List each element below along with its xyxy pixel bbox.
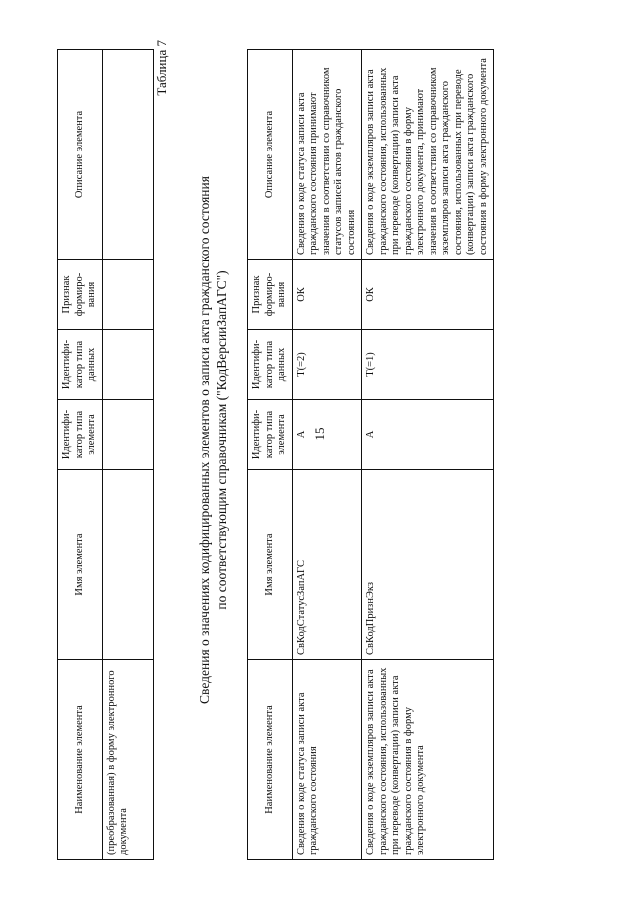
table-cell: ОК	[362, 260, 494, 330]
table-7	[247, 49, 494, 860]
header-cell: Описание элемента	[248, 50, 293, 260]
table-row	[102, 50, 153, 860]
header-cell: Идентифи-катор типа элемента	[58, 400, 103, 470]
header-cell: Идентифи-катор типа данных	[58, 330, 103, 400]
table-cell: Сведения о коде экземпляров записи акта гражданского состояния, использованных при переводе (конвертации) записи акта гражданского состояния в форму электронного документа	[362, 660, 494, 860]
table-cell: А	[362, 400, 494, 470]
table-row	[362, 50, 494, 860]
table-label: Таблица 7	[154, 40, 169, 96]
header-cell: Признак формиро-вания	[248, 260, 293, 330]
header-cell: Признак формиро-вания	[58, 260, 103, 330]
table-cell: ОК	[292, 260, 362, 330]
table-cell: (преобразованная) в форму электронного документа	[102, 660, 153, 860]
table-cell	[102, 260, 153, 330]
table-cell	[102, 400, 153, 470]
header-cell: Имя элемента	[248, 470, 293, 660]
table-header-row	[248, 50, 293, 860]
header-cell: Наименование элемента	[248, 660, 293, 860]
table-cell: А	[292, 400, 362, 470]
table-cell	[102, 50, 153, 260]
table-cell	[102, 470, 153, 660]
table-cell	[102, 330, 153, 400]
table-cell: СвКодПризнЭкз	[362, 470, 494, 660]
table-row	[292, 50, 362, 860]
header-cell: Идентифи-катор типа элемента	[248, 400, 293, 470]
title-line: по соответствующим справочникам ("КодВерсииЗапАГС")	[214, 270, 229, 610]
header-cell: Имя элемента	[58, 470, 103, 660]
header-cell: Описание элемента	[58, 50, 103, 260]
table-cell: Т(=2)	[292, 330, 362, 400]
table-cell: Сведения о коде статуса записи акта гражданского состояния	[292, 660, 362, 860]
table-cell: Сведения о коде экземпляров записи акта гражданского состояния, использованных при переводе (конвертации) записи акта гражданского состояния в форму электронного документа, принимают значения в соответствии со справочником экземпляров записи акта гражданского состояния, использованных при переводе (конвертации) записи акта гражданского состояния в форму электронного документа	[362, 50, 494, 260]
title-line: Сведения о значениях кодифицированных элементов о записи акта гражданского состояния	[197, 176, 212, 704]
page-number: 15	[312, 427, 327, 441]
continued-table	[57, 49, 154, 860]
table-cell: Т(=1)	[362, 330, 494, 400]
table-cell: Сведения о коде статуса записи акта гражданского состояния принимают значения в соответствии со справочником статусов записей актов гражданского состояния	[292, 50, 362, 260]
table-cell: СвКодСтатусЗапАГС	[292, 470, 362, 660]
table-header-row	[58, 50, 103, 860]
header-cell: Идентифи-катор типа данных	[248, 330, 293, 400]
header-cell: Наименование элемента	[58, 660, 103, 860]
table-title	[196, 35, 230, 845]
